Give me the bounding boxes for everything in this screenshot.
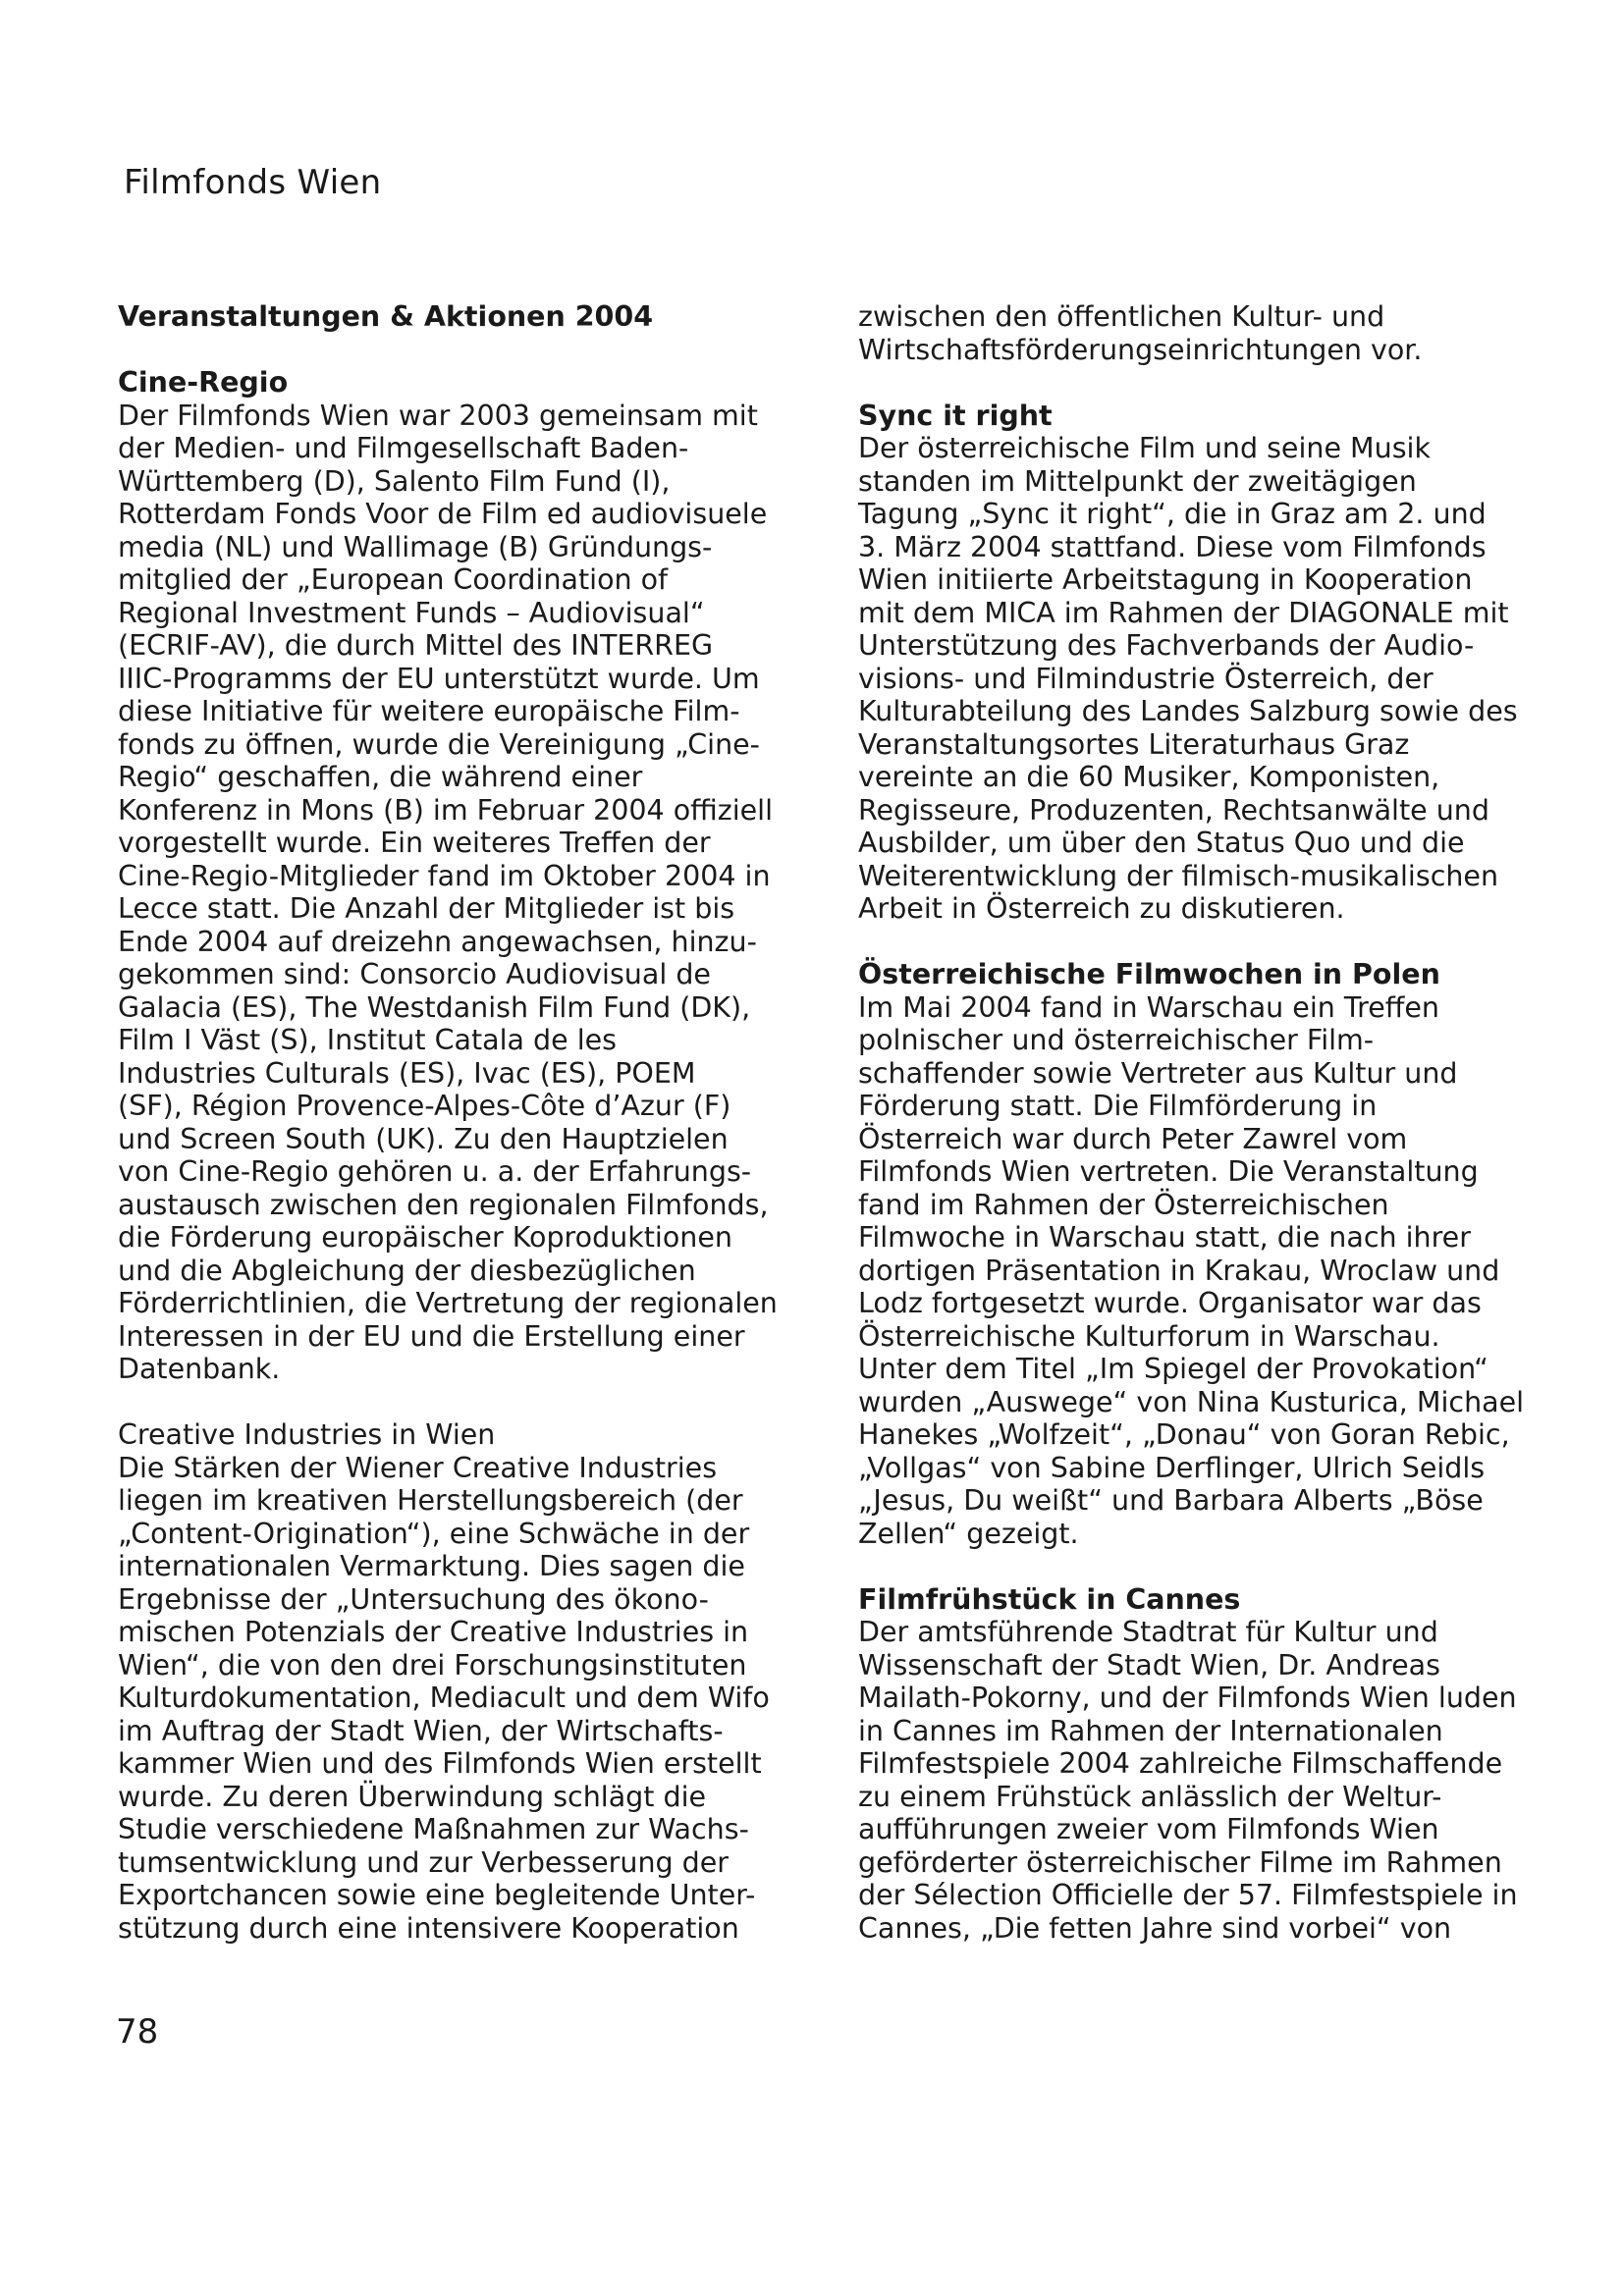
text-line: Förderrichtlinien, die Vertretung der regionalen xyxy=(118,1287,778,1319)
text-line: IIIC-Programms der EU unterstützt wurde. Um xyxy=(118,662,760,695)
text-line: Konferenz in Mons (B) im Februar 2004 offiziell xyxy=(118,793,773,827)
text-line: wurde. Zu deren Überwindung schlägt die xyxy=(118,1780,707,1813)
text-line: Unter dem Titel „Im Spiegel der Provokation“ xyxy=(858,1353,1488,1385)
text-line: in Cannes im Rahmen der Internationalen xyxy=(858,1714,1443,1747)
text-line: die Förderung europäischer Koproduktionen xyxy=(118,1221,732,1254)
text-line: Der österreichische Film und seine Musik xyxy=(858,432,1431,464)
text-line: Lodz fortgesetzt wurde. Organisator war das xyxy=(858,1287,1482,1319)
text-line: Datenbank. xyxy=(118,1353,281,1385)
text-line: Cannes, „Die fetten Jahre sind vorbei“ von xyxy=(858,1911,1452,1945)
text-line: aufführungen zweier vom Filmfonds Wien xyxy=(858,1813,1439,1845)
text-line: Veranstaltungsortes Literaturhaus Graz xyxy=(858,727,1410,761)
text-line: Mailath-Pokorny, und der Filmfonds Wien luden xyxy=(858,1682,1517,1714)
text-line: Hanekes „Wolfzeit“, „Donau“ von Goran Rebic, xyxy=(858,1418,1510,1451)
section-title: Veranstaltungen & Aktionen 2004 xyxy=(118,300,654,333)
text-line: Der Filmfonds Wien war 2003 gemeinsam mit xyxy=(118,399,758,432)
text-line: Ende 2004 auf dreizehn angewachsen, hinzu- xyxy=(118,925,757,958)
text-line: Film I Väst (S), Institut Catala de les xyxy=(118,1024,618,1056)
text-line: Wien“, die von den drei Forschungsinstituten xyxy=(118,1648,747,1682)
text-line: Ergebnisse der „Untersuchung des ökono- xyxy=(118,1582,709,1616)
spacer xyxy=(858,926,1545,959)
text-line: und die Abgleichung der diesbezüglichen xyxy=(118,1254,696,1287)
text-line: Filmwoche in Warschau statt, die nach ihrer xyxy=(858,1221,1471,1254)
text-line: dortigen Präsentation in Krakau, Wroclaw und xyxy=(858,1254,1500,1287)
text-line: vereinte an die 60 Musiker, Komponisten, xyxy=(858,761,1440,793)
text-line: Württemberg (D), Salento Film Fund (I), xyxy=(118,464,671,498)
text-line: Regisseure, Produzenten, Rechtsanwälte und xyxy=(858,793,1489,827)
text-line: zwischen den öffentlichen Kultur- und xyxy=(858,300,1385,333)
creative-industries-heading: Creative Industries in Wien xyxy=(118,1418,496,1451)
text-line: zu einem Frühstück anlässlich der Weltur- xyxy=(858,1780,1442,1813)
text-line: Filmfonds Wien vertreten. Die Veranstaltung xyxy=(858,1155,1479,1188)
text-line: Zellen“ gezeigt. xyxy=(858,1517,1079,1550)
text-line: Regional Investment Funds – Audiovisual“ xyxy=(118,596,705,629)
text-line: stützung durch eine intensivere Kooperation xyxy=(118,1911,739,1945)
text-line: Exportchancen sowie eine begleitende Unter- xyxy=(118,1879,756,1911)
text-line: Arbeit in Österreich zu diskutieren. xyxy=(858,892,1345,925)
text-line: fonds zu öffnen, wurde die Vereinigung „Cine- xyxy=(118,727,760,761)
sync-it-right-heading: Sync it right xyxy=(858,399,1053,432)
spacer xyxy=(118,334,805,367)
text-line: mischen Potenzials der Creative Industries in xyxy=(118,1616,749,1648)
spacer xyxy=(118,1386,805,1419)
text-line: visions- und Filmindustrie Österreich, der xyxy=(858,662,1434,695)
text-line: Studie verschiedene Maßnahmen zur Wachs- xyxy=(118,1813,749,1845)
text-line: Ausbilder, um über den Status Quo und die xyxy=(858,827,1465,859)
page-number: 78 xyxy=(116,2012,159,2052)
text-line: media (NL) und Wallimage (B) Gründungs- xyxy=(118,530,713,563)
text-line: der Medien- und Filmgesellschaft Baden- xyxy=(118,432,689,464)
text-line: (SF), Région Provence-Alpes-Côte d’Azur (F) xyxy=(118,1090,731,1122)
text-line: Wien initiierte Arbeitstagung in Kooperation xyxy=(858,563,1473,596)
text-line: polnischer und österreichischer Film- xyxy=(858,1024,1375,1056)
text-line: wurden „Auswege“ von Nina Kusturica, Michael xyxy=(858,1385,1525,1418)
sync-it-right-body xyxy=(858,432,1545,926)
continuation-text xyxy=(858,300,1545,366)
text-line: Förderung statt. Die Filmförderung in xyxy=(858,1090,1378,1122)
text-line: Industries Culturals (ES), Ivac (ES), POEM xyxy=(118,1056,696,1090)
text-line: Interessen in der EU und die Erstellung einer xyxy=(118,1319,745,1353)
text-line: Im Mai 2004 fand in Warschau ein Treffen xyxy=(858,990,1439,1024)
text-line: Lecce statt. Die Anzahl der Mitglieder ist bis xyxy=(118,892,735,925)
left-column xyxy=(118,300,805,1945)
text-line: Wirtschaftsförderungseinrichtungen vor. xyxy=(858,333,1423,366)
text-line: Regio“ geschaffen, die während einer xyxy=(118,761,643,793)
filmwochen-polen-body xyxy=(858,991,1545,1551)
text-line: Filmfestspiele 2004 zahlreiche Filmschaffende xyxy=(858,1747,1503,1780)
text-line: im Auftrag der Stadt Wien, der Wirtschafts- xyxy=(118,1714,724,1747)
text-line: Die Stärken der Wiener Creative Industries xyxy=(118,1451,718,1484)
text-line: tumsentwicklung und zur Verbesserung der xyxy=(118,1845,730,1879)
text-line: austausch zwischen den regionalen Filmfonds, xyxy=(118,1188,769,1221)
filmfruehstueck-body xyxy=(858,1616,1545,1945)
text-line: Wissenschaft der Stadt Wien, Dr. Andreas xyxy=(858,1648,1440,1682)
cine-regio-heading: Cine-Regio xyxy=(118,366,289,399)
text-line: von Cine-Regio gehören u. a. der Erfahrungs- xyxy=(118,1155,752,1188)
text-line: „Vollgas“ von Sabine Derflinger, Ulrich Seidls xyxy=(858,1451,1486,1484)
text-line: und Screen South (UK). Zu den Hauptzielen xyxy=(118,1122,729,1155)
creative-industries-body xyxy=(118,1452,805,1946)
text-line: Cine-Regio-Mitglieder fand im Oktober 2004 in xyxy=(118,859,771,892)
text-line: kammer Wien und des Filmfonds Wien erstellt xyxy=(118,1747,762,1780)
text-line: liegen im kreativen Herstellungsbereich (der xyxy=(118,1484,743,1517)
text-line: schaffender sowie Vertreter aus Kultur und xyxy=(858,1056,1458,1090)
text-line: mitglied der „European Coordination of xyxy=(118,563,669,596)
text-line: fand im Rahmen der Österreichischen xyxy=(858,1188,1389,1221)
text-line: Kulturdokumentation, Mediacult und dem Wifo xyxy=(118,1682,770,1714)
text-line: Kulturabteilung des Landes Salzburg sowie des xyxy=(858,695,1518,727)
text-line: (ECRIF-AV), die durch Mittel des INTERREG xyxy=(118,629,714,662)
text-line: Rotterdam Fonds Voor de Film ed audiovisuele xyxy=(118,498,768,530)
text-line: Der amtsführende Stadtrat für Kultur und xyxy=(858,1616,1438,1648)
right-column xyxy=(858,300,1545,1945)
text-line: geförderter österreichischer Filme im Rahmen xyxy=(858,1845,1502,1879)
text-line: standen im Mittelpunkt der zweitägigen xyxy=(858,464,1417,498)
spacer xyxy=(858,366,1545,400)
text-line: Österreichische Kulturforum in Warschau. xyxy=(858,1319,1440,1353)
text-line: Unterstützung des Fachverbands der Audio- xyxy=(858,629,1475,662)
text-line: 3. März 2004 stattfand. Diese vom Filmfonds xyxy=(858,530,1487,563)
filmfruehstueck-heading: Filmfrühstück in Cannes xyxy=(858,1582,1241,1616)
text-line: gekommen sind: Consorcio Audiovisual de xyxy=(118,958,711,990)
spacer xyxy=(858,1550,1545,1583)
text-line: „Jesus, Du weißt“ und Barbara Alberts „Böse xyxy=(858,1484,1484,1517)
text-line: „Content-Origination“), eine Schwäche in der xyxy=(118,1517,750,1550)
text-line: mit dem MICA im Rahmen der DIAGONALE mit xyxy=(858,596,1509,629)
filmwochen-polen-heading: Österreichische Filmwochen in Polen xyxy=(858,958,1440,990)
text-line: internationalen Vermarktung. Dies sagen die xyxy=(118,1550,745,1582)
text-line: Tagung „Sync it right“, die in Graz am 2. und xyxy=(858,498,1487,530)
text-line: der Sélection Officielle der 57. Filmfestspiele in xyxy=(858,1879,1518,1911)
text-line: Weiterentwicklung der filmisch-musikalischen xyxy=(858,859,1499,892)
text-line: Galacia (ES), The Westdanish Film Fund (DK), xyxy=(118,990,751,1024)
cine-regio-body xyxy=(118,400,805,1386)
text-line: vorgestellt wurde. Ein weiteres Treffen der xyxy=(118,827,711,859)
text-line: diese Initiative für weitere europäische Film- xyxy=(118,695,740,727)
running-header: Filmfonds Wien xyxy=(124,163,382,202)
text-line: Österreich war durch Peter Zawrel vom xyxy=(858,1122,1408,1155)
